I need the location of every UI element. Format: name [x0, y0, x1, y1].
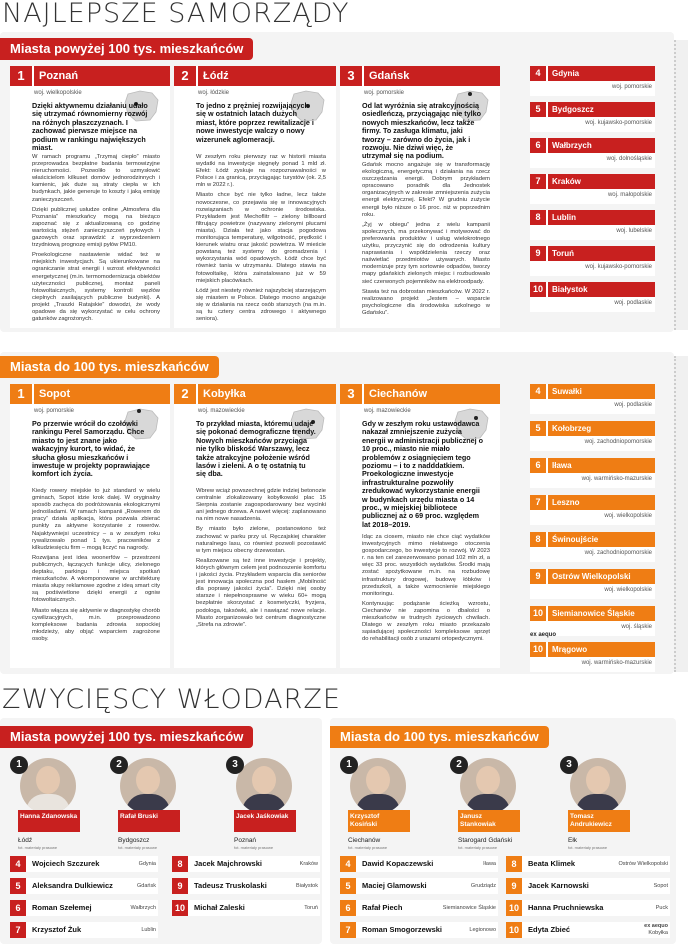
card-paragraph: Miasto chce być nie tylko ładne, lecz także nowoczesne, co przejawia się w innowacyjnych rozwiązaniach w ochronie środowiska. Przykładem jest Mechoflitr – zielony billboard filtrujący powietrze (nazywany zielonymi płucami miasta). Działa też jako stacja pogodowa monitorująca temperaturę, wilgotność, prędkość i kierunek wiatru oraz jakość powietrza. W mieście powstaną też systemy do gromadzenia i wykorzystania wód opadowych. Łódź chce być również tania w utrzymaniu. Dlatego stawia na fotowoltaikę, która zainstalowano już w 59 miejskich placówkach. — [196, 192, 326, 284]
mayor-name: Edyta Zbieć — [528, 925, 571, 934]
mayor-rank: 7 — [10, 922, 26, 938]
mayor-row — [340, 856, 498, 872]
mayor-photo — [20, 758, 76, 814]
city-name: Gdańsk — [364, 66, 500, 86]
voivodeship: woj. warmińsko-mazurskie — [581, 476, 652, 482]
mayor-row — [340, 878, 498, 894]
mayor-city: Toruń — [304, 905, 318, 911]
mayor-rank: 10 — [506, 922, 522, 938]
rank-row — [530, 174, 655, 204]
card-body — [362, 534, 490, 646]
card-lead: To przykład miasta, któremu udaje się pokonać demograficzne trendy. Nowych mieszkańców przyciąga nie tylko bliskość Warszawy, lecz także atrakcyjne położenie wśród lasów i zieleni. A o tę ostatnią tu się dba. — [196, 419, 316, 479]
card-paragraph: Kiedy rowery miejskie to już standard w wielu gminach, Sopot idzie krok dalej. W oryginalny sposób zachęca do podróżowania ekologicznymi jednośladami. W ramach kampanii „Rowerem do pracy” działa aplikacja, która pozwala zbierać punkty za aktywne korzystanie z rowerów. Najaktywniejsi uczestnicy – a w zeszłym roku rywalizowało ponad 1 tys. pracowników z kilkudziesięciu firm – mogą liczyć na nagrody. — [32, 488, 160, 551]
rank-row — [530, 569, 655, 599]
mayor-city: Kraków — [299, 861, 318, 867]
mayor-name: Maciej Glamowski — [362, 881, 427, 890]
mayor-name: Rafał Piech — [362, 903, 403, 912]
mayor-photo — [460, 758, 516, 814]
mayor-city: Ostrów Wielkopolski — [618, 861, 668, 867]
ex-aequo-note: ex aequo — [644, 923, 668, 929]
card-paragraph: Gdańsk mocno angażuje się w transformację ekologiczną, energetyczną i działania na rzecz oszczędzania energii. Dobrym przykładem opracowano poradnik dla Jednostek organizacyjnych w zakresie zmniejszenia zużycia energii elektrycznej. Efekt? W grudniu zużycie energii było niższe o 16 proc. niż w poprzednim roku. — [362, 162, 490, 218]
category-label-mayors-small: Miasta do 100 tys. mieszkańców — [330, 726, 549, 748]
card-paragraph: Rozwijana jest idea woonerfów – przestrzeni publicznych, łączących funkcje ulicy, zielonego deptaku, parkingu i miejsca spotkań mieszkańców. A wkomponowane w architekturę miasta słupy reklamowe zgodne z ideą smart city są podświetlone dzięki energii z ogniw fotowoltaicznych. — [32, 554, 160, 604]
mayor-card-2 — [110, 758, 190, 854]
city-name: Kołobrzeg — [548, 421, 655, 436]
mayor-name: Wojciech Szczurek — [32, 859, 100, 868]
card-paragraph: Realizowane są też inne inwestycje i projekty, których głównym celem jest podnoszenie komfortu i jakości życia. Przykładem wsparcia dla seniorów jest innowacja społeczna pod hasłem „Mobilność dla poprawy jakości życia”. Dzięki niej osoby starsze i niepełnosprawne w wieku 60+ mogą bezpłatnie skorzystać z kosmetyczki, fryzjera, podologa, taksówki, ale i nawiązać nowe relacje. Miasto zorganizowało też centrum diagnostyczne „Strefa na zdrowie”. — [196, 557, 326, 628]
mayor-photo — [570, 758, 626, 814]
photo-credit: fot. materiały prasowe — [568, 845, 608, 850]
mayor-rank: 1 — [340, 756, 358, 774]
mayor-name: Jacek Karnowski — [528, 881, 589, 890]
city-name: Leszno — [548, 495, 655, 510]
voivodeship: woj. pomorskie — [34, 408, 75, 414]
card-paragraph: Stawia też na dobrostan mieszkańców. W 2022 r. realizowano projekt „Jestem – wsparcie psychologiczne dla środowiska szkolnego w Gdańsku”. — [362, 288, 490, 316]
voivodeship: woj. dolnośląskie — [606, 156, 652, 162]
rank-number: 2 — [174, 66, 196, 86]
mayor-name: Beata Klimek — [528, 859, 576, 868]
card-paragraph: Miasto włącza się aktywnie w diagnostykę chorób cywilizacyjnych, m.in. przeprowadzono kompleksowe badania zdrowia sopockiej młodzieży, aby objąć wsparciem zagrożone osoby. — [32, 607, 160, 642]
mayor-city: Grudziądz — [470, 883, 496, 889]
card-lead: Od lat wyróżnia się atrakcyjnością osiedleńczą, przyciągając nie tylko nowych mieszkańców, lecz także firmy. To zasługa klimatu, jaki tworzy – zarówno do życia, jak i rozwoju. Nie dziwi więc, że utrzymał się na podium. — [362, 101, 482, 161]
mayor-photo — [120, 758, 176, 814]
card-paragraph: Wbrew wciąż powszechnej gdzie indziej betonozie centralnie zlokalizowany kobyłkowski plac 15 Sierpnia zostanie zagospodarowany bez wycinki ani jednego drzewa. A nawet więcej: zaplanowano na nim nowe nasadzenia. — [196, 488, 326, 523]
city-name: Ostrów Wielkopolski — [548, 569, 655, 584]
photo-credit: fot. materiały prasowe — [18, 845, 58, 850]
card-body — [362, 162, 490, 320]
rank-row — [530, 458, 655, 488]
mayor-rank: 5 — [10, 878, 26, 894]
mayor-rank: 10 — [506, 900, 522, 916]
mayor-rank: 5 — [340, 878, 356, 894]
mayor-rank: 9 — [506, 878, 522, 894]
mayor-city: Starogard Gdański — [458, 837, 513, 844]
mayor-name: Roman Szełemej — [32, 903, 92, 912]
card-rank-2-small — [174, 384, 336, 668]
city-name: Świnoujście — [548, 532, 655, 547]
rank-number: 10 — [530, 642, 546, 657]
city-name: Mrągowo — [548, 642, 655, 657]
rank-number: 4 — [530, 66, 546, 81]
headline-top: NAJLEPSZE SAMORZĄDY — [2, 0, 350, 29]
rank-row — [530, 421, 655, 451]
mayor-row — [10, 922, 158, 938]
card-body — [196, 488, 326, 632]
mayor-city: Poznań — [234, 837, 257, 844]
voivodeship: woj. kujawsko-pomorskie — [585, 264, 652, 270]
mayor-city: Iława — [483, 861, 496, 867]
mayor-city: Ciechanów — [348, 837, 381, 844]
mayor-city: Puck — [655, 905, 668, 911]
mayor-photo — [236, 758, 292, 814]
card-paragraph: Idąc za ciosem, miasto nie chce ciąć wydatków inwestycyjnych mimo niełatwego otoczenia gospodarczego, bo inwestycje to rozwój. W 2023 r. na ten cel zarezerwowano ponad 102 mln zł, a więc 33 proc. wszystkich wydatków. Środki mają zostać spożytkowane m.in. na rozbudowę infrastruktury drogowej, budowę łóbków i przedszkoli, a także wzmocnienie miejskiego monitoringu. — [362, 534, 490, 597]
category-label-small: Miasta do 100 tys. mieszkańców — [0, 356, 219, 378]
mayor-card-2 — [450, 758, 530, 854]
mayor-row — [172, 878, 320, 894]
rank-number: 5 — [530, 102, 546, 117]
city-name: Toruń — [548, 246, 655, 261]
mayor-row — [172, 900, 320, 916]
mayor-row — [340, 900, 498, 916]
mayor-city: Ełk — [568, 837, 578, 844]
rank-row — [530, 102, 655, 132]
card-rank-3-big — [340, 66, 500, 328]
voivodeship: woj. zachodniopomorskie — [584, 550, 652, 556]
rank-row — [530, 66, 655, 96]
voivodeship: woj. wielkopolskie — [604, 587, 652, 593]
rank-number: 6 — [530, 138, 546, 153]
mayor-city-exaequo — [644, 923, 668, 937]
mayor-row — [340, 922, 498, 938]
card-body — [32, 488, 160, 646]
city-name: Suwałki — [548, 384, 655, 399]
photo-credit: fot. materiały prasowe — [118, 845, 158, 850]
city-name: Wałbrzych — [548, 138, 655, 153]
mayor-name: Hanna Zdanowska — [18, 810, 80, 832]
mayor-rank: 6 — [10, 900, 26, 916]
rank-number: 9 — [530, 246, 546, 261]
card-paragraph: By miasto było zielone, postanowiono też zachować w parku przy ul. Ręczajskiej charakter naturalnego lasu, co również pozwoli pozostawić w tym miejscu obecny drzewostan. — [196, 526, 326, 554]
mayor-row — [10, 878, 158, 894]
mayor-rank: 4 — [340, 856, 356, 872]
mayor-name: Rafał Bruski — [118, 810, 180, 832]
rank-row — [530, 246, 655, 276]
rank-row — [530, 210, 655, 240]
rank-row — [530, 532, 655, 562]
card-lead: Dzięki aktywnemu działaniu udało się utrzymać równomierny rozwój na różnych płaszczyznach. I zachować pierwsze miejsce na podium w rankingu największych miast. — [32, 101, 148, 153]
mayor-rank: 3 — [560, 756, 578, 774]
rank-number: 5 — [530, 421, 546, 436]
mayor-rank: 3 — [226, 756, 244, 774]
rank-number: 3 — [340, 384, 362, 404]
city-name: Poznań — [34, 66, 170, 86]
voivodeship: woj. małopolskie — [607, 192, 652, 198]
rank-number: 10 — [530, 606, 546, 621]
mayor-name: Roman Smogorzewski — [362, 925, 443, 934]
mayor-city: Siemianowice Śląskie — [442, 905, 496, 911]
voivodeship: woj. warmińsko-mazurskie — [581, 660, 652, 666]
rank-number: 4 — [530, 384, 546, 399]
mayor-rank: 10 — [172, 900, 188, 916]
voivodeship: woj. łódzkie — [198, 90, 230, 96]
rank-number: 2 — [174, 384, 196, 404]
mayor-city: Sopot — [653, 883, 668, 889]
city-name: Białystok — [548, 282, 655, 297]
mayor-city: Gdynia — [138, 861, 156, 867]
mayor-card-3 — [560, 758, 640, 854]
card-rank-2-big — [174, 66, 336, 328]
voivodeship: woj. wielkopolskie — [604, 513, 652, 519]
city-name: Lublin — [548, 210, 655, 225]
card-lead: Gdy w zeszłym roku ustawodawca nakazał zmniejszenie zużycia energii w administracji publicznej o 10 proc., miasto nie miało problemów z osiągnięciem tego poziomu – i to z nadddatkiem. Proekologiczne inwestycje infrastrukturalne pozwoliły zredukować wykorzystanie energii w budynkach urzędu miasta o 14 proc., w miejskiej bibliotece publicznej aż o 69 proc. względem lat 2018–2019. — [362, 419, 484, 529]
card-body — [196, 154, 326, 326]
rank-row — [530, 138, 655, 168]
mayor-row — [172, 856, 320, 872]
mayor-city: Kobyłka — [648, 930, 668, 936]
mayor-city: Bydgoszcz — [118, 837, 150, 844]
voivodeship: woj. lubelskie — [616, 228, 652, 234]
card-paragraph: Kontynuując podążanie ścieżką wzrostu, Ciechanów nie zapomina o dbałości o mieszkańców w trudnych życiowych chwilach. Dlatego w zeszłym roku miasto przekazało sąsiadującej społeczności kompleksowe sprzęt do rehabilitacji osób z urazami ortopedycznymi. — [362, 600, 490, 643]
rank-row — [530, 282, 655, 312]
card-lead: To jedno z prężniej rozwijających się w ostatnich latach dużych miast, które poprzez rewitalizacje i nowe inwestycje walczy o nowy wizerunek aglomeracji. — [196, 101, 314, 144]
voivodeship: woj. mazowieckie — [364, 408, 411, 414]
voivodeship: woj. mazowieckie — [198, 408, 245, 414]
photo-credit: fot. materiały prasowe — [348, 845, 388, 850]
card-paragraph: W ramach programu „Trzymaj ciepło” miasto przeprowadza bezpłatne badania termowizyjne nieruchomości. Pozwoliło to uzmysłowić właścicielom kilkuset domów jednorodzinnych i kamienic, jak duże są straty ciepła w ich budynkach, jakie generuje to koszty i jaką emisję zanieczyszczeń. — [32, 154, 160, 203]
mayor-name: Jacek Jaśkowiak — [234, 810, 296, 832]
voivodeship: woj. pomorskie — [611, 84, 652, 90]
mayor-city: Wałbrzych — [130, 905, 156, 911]
mayor-rank: 6 — [340, 900, 356, 916]
rank-number: 1 — [10, 384, 32, 404]
rank-number: 1 — [10, 66, 32, 86]
card-body — [32, 154, 160, 326]
voivodeship: woj. podlaskie — [614, 402, 652, 408]
city-name: Sopot — [34, 384, 170, 404]
voivodeship: woj. wielkopolskie — [34, 90, 82, 96]
mayor-rank: 7 — [340, 922, 356, 938]
rank-number: 3 — [340, 66, 362, 86]
card-rank-1-small — [10, 384, 170, 668]
mayor-name: Jacek Majchrowski — [194, 859, 262, 868]
city-name: Siemianowice Śląskie — [548, 606, 655, 621]
ex-aequo-note: ex aequo — [530, 632, 557, 638]
mayor-rank: 1 — [10, 756, 28, 774]
city-name: Kobyłka — [198, 384, 336, 404]
rank-row — [530, 495, 655, 525]
mayor-rank: 9 — [172, 878, 188, 894]
city-name: Bydgoszcz — [548, 102, 655, 117]
rank-number: 7 — [530, 174, 546, 189]
voivodeship: woj. zachodniopomorskie — [584, 439, 652, 445]
mayor-name: Aleksandra Dulkiewicz — [32, 881, 113, 890]
side-stripe — [674, 356, 688, 672]
mayor-photo — [350, 758, 406, 814]
rank-number: 9 — [530, 569, 546, 584]
card-lead: Po przerwie wrócił do czołówki rankingu Perel Samorządu. Chce miasto to jest znane jako wakacyjny kurort, to widać, że słucha głosu mieszkańców i inwestuje w projekty poprawiające komfort ich życia. — [32, 419, 150, 479]
photo-credit: fot. materiały prasowe — [458, 845, 498, 850]
mayor-name: Tomasz Andrukiewicz — [568, 810, 630, 832]
mayor-city: Gdańsk — [137, 883, 156, 889]
mayor-row — [506, 900, 670, 916]
mayor-row — [10, 856, 158, 872]
mayor-rank: 4 — [10, 856, 26, 872]
mayor-name: Dawid Kopaczewski — [362, 859, 434, 868]
mayor-name: Janusz Stankowiak — [458, 810, 520, 832]
mayor-name: Krzysztof Żuk — [32, 925, 82, 934]
mayor-rank: 8 — [172, 856, 188, 872]
photo-credit: fot. materiały prasowe — [234, 845, 274, 850]
card-paragraph: Proekologiczne nastawienie widać też w miejskich inwestycjach. Są ukierunkowane na ograniczanie strat energii i wzrost efektywności energetycznej (m.in. termomodernizacja obiektów użyteczności publicznej, montaż paneli fotowoltaicznych, systemy kontroli węzłów cieplnych zasilających publiczne budynki). A projekt „Traszki Ratajskie” dowodzi, że wody opadowe da się wykorzystać w celu ochrony gatunków zagrożonych. — [32, 252, 160, 323]
mayor-card-1 — [340, 758, 420, 854]
rank-number: 8 — [530, 532, 546, 547]
city-name: Gdynia — [548, 66, 655, 81]
city-name: Ciechanów — [364, 384, 500, 404]
city-name: Iława — [548, 458, 655, 473]
mayor-city: Łódź — [18, 837, 33, 844]
rank-number: 8 — [530, 210, 546, 225]
mayor-name: Hanna Pruchniewska — [528, 903, 604, 912]
mayor-rank: 2 — [110, 756, 128, 774]
rank-number: 7 — [530, 495, 546, 510]
card-rank-3-small — [340, 384, 500, 668]
mayor-row — [10, 900, 158, 916]
side-stripe — [674, 40, 688, 330]
rank-number: 6 — [530, 458, 546, 473]
voivodeship: woj. śląskie — [621, 624, 652, 630]
voivodeship: woj. kujawsko-pomorskie — [585, 120, 652, 126]
card-paragraph: W zeszłym roku pierwszy raz w historii miasta wydatki na inwestycje sięgnęły ponad 1 mld zł. Efekt: Łódź zyskuje na rozpoznawalności w Polsce i za granicą, przyciągając turystów (ok. 2,5 mln w 2022 r.). — [196, 154, 326, 189]
mayor-city: Lublin — [141, 927, 156, 933]
mayor-name: Tadeusz Truskolaski — [194, 881, 267, 890]
card-paragraph: Łódź jest niestety również najszybciej starzejącym się miastem w Polsce. Dlatego mocno angażuje się w działania na rzecz osób starszych (na m.in. są tu cztery centra zdrowego i aktywnego seniora). — [196, 287, 326, 323]
mayor-city: Legionowo — [469, 927, 496, 933]
category-label-mayors-big: Miasta powyżej 100 tys. mieszkańców — [0, 726, 253, 748]
mayor-name: Krzysztof Kosiński — [348, 810, 410, 832]
rank-row — [530, 642, 655, 672]
city-name: Łódź — [198, 66, 336, 86]
mayor-row — [506, 878, 670, 894]
mayor-card-3 — [226, 758, 306, 854]
mayor-name: Michał Zaleski — [194, 903, 245, 912]
category-label-big: Miasta powyżej 100 tys. mieszkańców — [0, 38, 253, 60]
headline-bottom: ZWYCIĘSCY WŁODARZE — [2, 684, 341, 715]
mayor-card-1 — [10, 758, 90, 854]
mayor-city: Białystok — [295, 883, 318, 889]
voivodeship: woj. pomorskie — [364, 90, 405, 96]
rank-number: 10 — [530, 282, 546, 297]
city-name: Kraków — [548, 174, 655, 189]
card-paragraph: „Żyj w obiegu” jedna z wielu kampanii społecznych, ma przekonywać i motywować do preferowania produktów i usług wielokrotnego użytku, przyczynić się do odrodzenia kultury naprawiania i współdzielenia rzeczy oraz naświetlać przedmiotów używanych. Miasto modernizuje przy tym sortownie odpadów, tworzy mapy gdańskich zielonych miejsc i rozbudowało sieć czerwonych pojemników na elektroodpady. — [362, 221, 490, 285]
card-rank-1-big — [10, 66, 170, 328]
mayor-row — [506, 922, 670, 938]
card-paragraph: Dzięki publicznej usłudze online „Atmosfera dla Poznania” mieszkańcy mogą na bieżąco zapoznać się z aktualizowaną co godzinę wartością stężeń zanieczyszczeń pyłowych i gazowych oraz sprawdzić z wyprzedzeniem trzydniową prognozę emisji pyłów PM10. — [32, 206, 160, 249]
voivodeship: woj. podlaskie — [614, 300, 652, 306]
mayor-rank: 8 — [506, 856, 522, 872]
rank-row — [530, 384, 655, 414]
mayor-rank: 2 — [450, 756, 468, 774]
mayor-row — [506, 856, 670, 872]
